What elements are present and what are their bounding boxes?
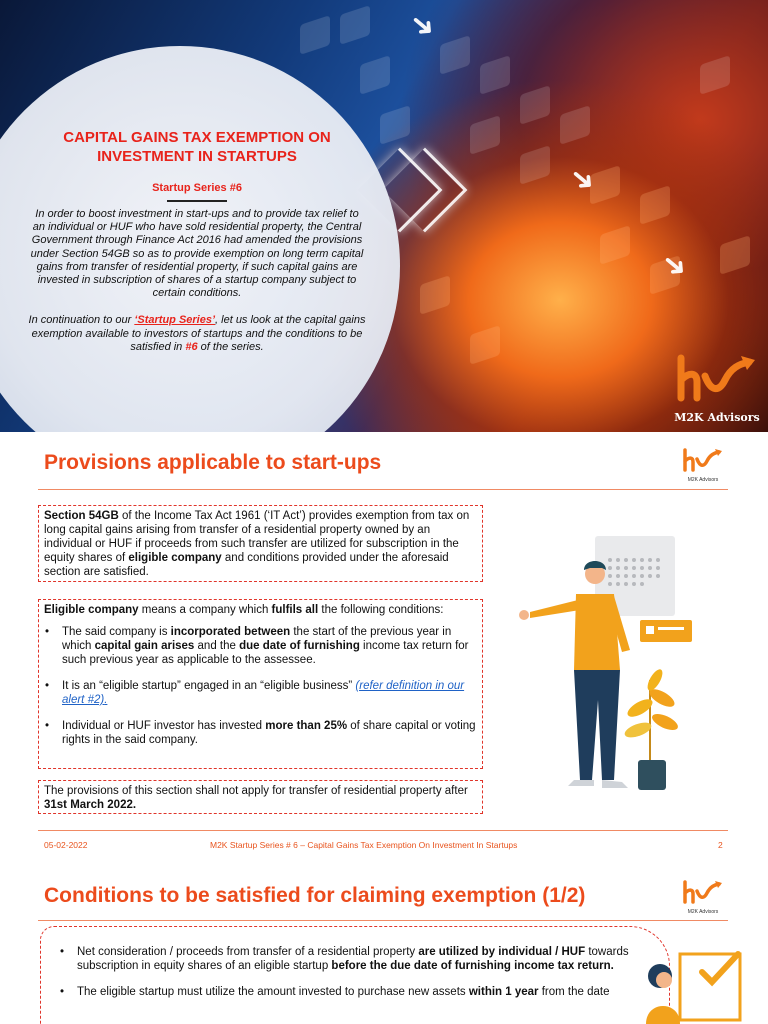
cover-slide: [0, 0, 768, 432]
title-divider: [38, 489, 728, 490]
m2k-logo-icon: [682, 878, 724, 906]
page-number: 2: [718, 840, 723, 850]
m2k-logo-icon: [682, 446, 724, 474]
title-divider: [38, 920, 728, 921]
list-item: • Net consideration / proceeds from transfer of a residential property are utilized by individual / HUF towards subscription in equity shares of an eligible startup before the due date of furnishing income tax return.: [59, 945, 659, 973]
series-label: Startup Series #6: [152, 182, 242, 194]
intro-paragraph: In order to boost investment in start-ups and to provide tax relief to an individual or HUF who have sold residential property, the Central Government through Finance Act 2016 had amended the provisions under Section 54GB so as to provide exemption on long term capital gains from transfer of residential property, if such capital gains are invested in subscription of shares of a startup company subject to certain conditions.: [30, 208, 364, 300]
section-54gb-box: Section 54GB of the Income Tax Act 1961 (‘IT Act’) provides exemption from tax on long capital gains arising from transfer of a residential property owned by an individual or HUF if proceeds from such transfer are utilized for subscription in the equity shares of eligible company and conditions provided under the aforesaid section are satisfied.: [38, 505, 483, 582]
conditions-box: [40, 926, 670, 1024]
arrow-icon: ➜: [654, 244, 695, 287]
brand-name: M2K Advisors: [674, 411, 760, 424]
continuation-paragraph: In continuation to our ‘Startup Series’, let us look at the capital gains exemption available to investors of startups and the conditions to be satisfied in #6 of the series.: [28, 314, 366, 353]
conditions-list: [59, 945, 659, 999]
mini-logo: M2K Advisors: [680, 878, 726, 915]
list-item: • The said company is incorporated between the start of the previous year in which capital gain arises and the due date of furnishing income tax return for such previous year as applicable to the assessee.: [44, 625, 477, 667]
slide-title: Conditions to be satisfied for claiming exemption (1/2): [44, 884, 586, 907]
footer-divider: [38, 830, 728, 831]
alert-2-link[interactable]: (refer definition in our alert #2): [62, 680, 465, 706]
cover-text-block: [24, 128, 370, 354]
eligible-company-box: Eligible company means a company which fulfils all the following conditions: • The said company is incorporated between the start of the previous year in which capital gain arises and the due date of furnishing income tax return for such previous year as applicable to the assessee. • It is an “eligible startup” engaged in an “eligible business” (refer definition in our alert #2). • Individual or HUF investor has invested more than 25% of share capital or voting rights in the said company.: [38, 599, 483, 769]
mini-logo: M2K Advisors: [680, 446, 726, 483]
arrow-icon: ➜: [562, 158, 603, 201]
startup-series-link[interactable]: ‘Startup Series’: [134, 314, 216, 327]
list-item: • It is an “eligible startup” engaged in an “eligible business” (refer definition in our alert #2).: [44, 679, 477, 707]
m2k-logo-icon: [675, 352, 759, 404]
footer-date: 05-02-2022: [44, 840, 88, 850]
list-item: • The eligible startup must utilize the amount invested to purchase new assets within 1 year from the date: [59, 985, 659, 999]
list-item: • Individual or HUF investor has invested more than 25% of share capital or voting rights in the said company.: [44, 719, 477, 747]
cover-title: CAPITAL GAINS TAX EXEMPTION ON INVESTMENT IN STARTUPS: [63, 129, 331, 165]
divider: [167, 200, 227, 202]
brand-logo: [672, 352, 762, 424]
checklist-illustration: [640, 950, 750, 1024]
conditions-list: [44, 625, 477, 747]
footer-title: M2K Startup Series # 6 – Capital Gains Tax Exemption On Investment In Startups: [210, 840, 518, 850]
slide-title: Provisions applicable to start-ups: [44, 451, 382, 474]
sunset-clause-box: The provisions of this section shall not apply for transfer of residential property after 31st March 2022.: [38, 780, 483, 814]
arrow-icon: ➜: [402, 4, 443, 47]
presenter-illustration: [510, 530, 710, 800]
